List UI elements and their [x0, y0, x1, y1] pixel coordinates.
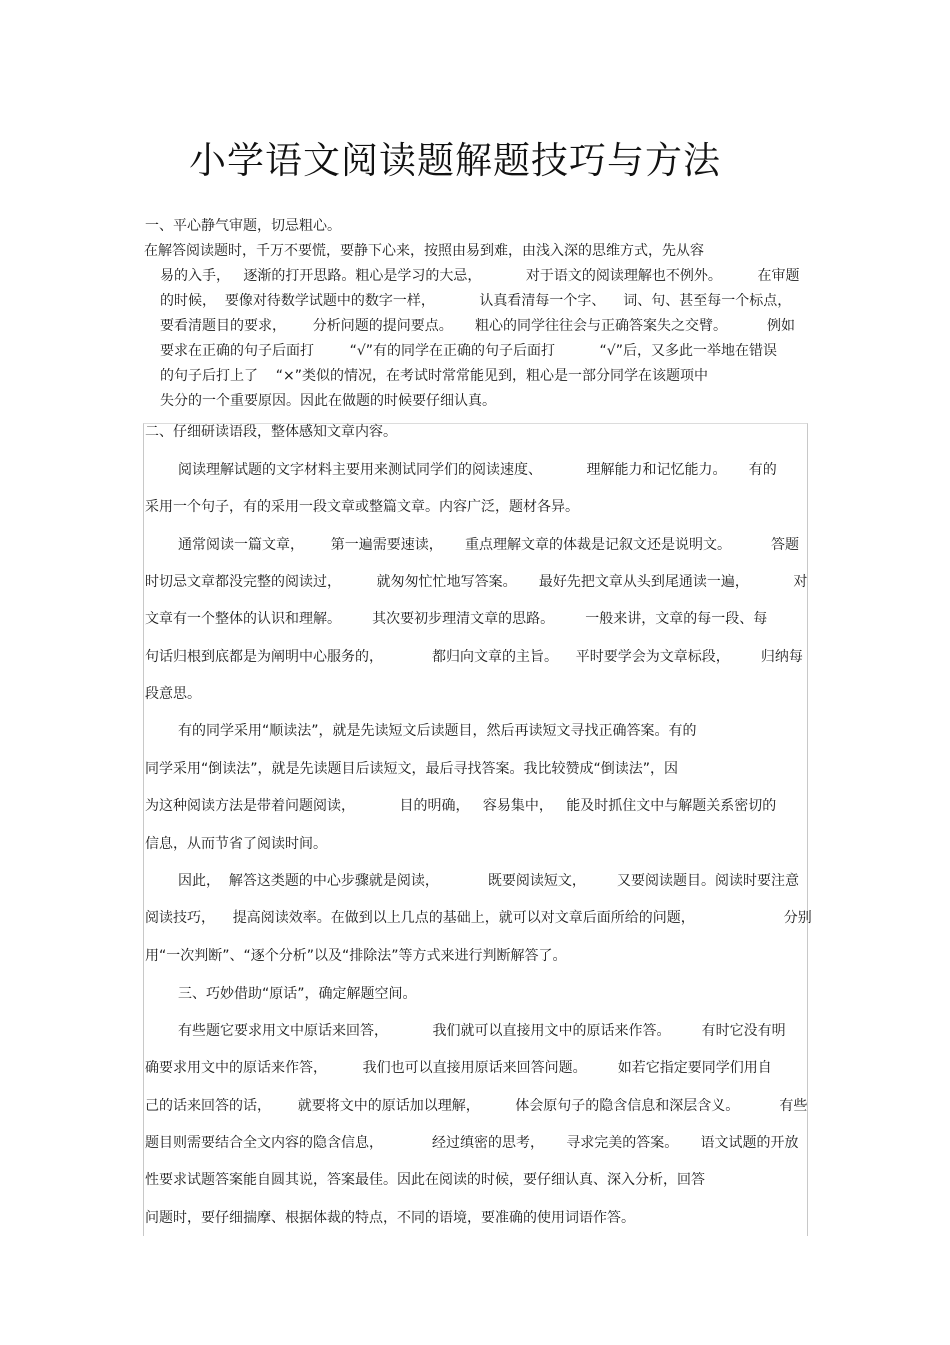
section3-line: 己的话来回答的话， 就要将文中的原话加以理解， 体会原句子的隐含信息和深层含义。 有些 — [145, 1098, 808, 1114]
section1-line: 要看清题目的要求， 分析问题的提问要点。 粗心的同学往往会与正确答案失之交臂。 例如 — [160, 318, 796, 334]
section3-line: 题目则需要结合全文内容的隐含信息， 经过缜密的思考， 寻求完美的答案。 语文试题的开放 — [145, 1135, 799, 1151]
section2-line: 时切忌文章都没完整的阅读过， 就匆匆忙忙地写答案。 最好先把文章从头到尾通读一遍， 对 — [145, 574, 808, 590]
section2-line: 为这种阅读方法是带着问题阅读， 目的明确， 容易集中， 能及时抓住文中与解题关系密切的 — [145, 798, 777, 814]
section2-line: 通常阅读一篇文章， 第一遍需要速读， 重点理解文章的体裁是记叙文还是说明文。 答题 — [178, 537, 800, 553]
section2-line: 阅读理解试题的文字材料主要用来测试同学们的阅读速度、 理解能力和记忆能力。 有的 — [178, 462, 777, 478]
section1-heading: 一、平心静气审题，切忌粗心。 — [145, 218, 341, 234]
section2-line: 信息，从而节省了阅读时间。 — [145, 836, 327, 852]
section1-line: 的句子后打上了 “×”类似的情况，在考试时常常能见到，粗心是一部分同学在该题项中 — [160, 368, 709, 384]
page-title: 小学语文阅读题解题技巧与方法 — [189, 139, 721, 182]
section1-line: 在解答阅读题时，千万不要慌，要静下心来，按照由易到难，由浅入深的思维方式，先从容 — [144, 243, 704, 259]
section1-line: 易的入手， 逐渐的打开思路。粗心是学习的大忌， 对于语文的阅读理解也不例外。 在审题 — [160, 268, 800, 284]
section2-line: 句话归根到底都是为阐明中心服务的， 都归向文章的主旨。 平时要学会为文章标段， 归纳每 — [145, 649, 803, 665]
section1-line: 的时候， 要像对待数学试题中的数字一样， 认真看清每一个字、 词、句、甚至每一个标点， — [160, 293, 792, 309]
section3-line: 性要求试题答案能自圆其说，答案最佳。因此在阅读的时候，要仔细认真、深入分析，回答 — [145, 1172, 705, 1188]
section2-line: 采用一个句子，有的采用一段文章或整篇文章。内容广泛，题材各异。 — [145, 499, 579, 515]
section2-line: 用“一次判断”、“逐个分析”以及“排除法”等方式来进行判断解答了。 — [145, 948, 567, 964]
section3-line: 有些题它要求用文中原话来回答， 我们就可以直接用文中的原话来作答。 有时它没有明 — [178, 1023, 786, 1039]
section2-line: 因此， 解答这类题的中心步骤就是阅读， 既要阅读短文， 又要阅读题目。阅读时要注意 — [178, 873, 800, 889]
section1-line: 要求在正确的句子后面打 “√”有的同学在正确的句子后面打 “√”后，又多此一举地在错误 — [160, 343, 777, 359]
section3-heading: 三、巧妙借助“原话”，确定解题空间。 — [178, 986, 417, 1002]
section2-heading: 二、仔细研读语段，整体感知文章内容。 — [145, 424, 397, 440]
section2-line: 阅读技巧， 提高阅读效率。在做到以上几点的基础上，就可以对文章后面所给的问题， 分别 — [145, 910, 812, 926]
section1-line: 失分的一个重要原因。因此在做题的时候要仔细认真。 — [160, 393, 496, 409]
section2-line: 有的同学采用“顺读法”，就是先读短文后读题目，然后再读短文寻找正确答案。有的 — [178, 723, 697, 739]
section2-line: 同学采用“倒读法”，就是先读题目后读短文，最后寻找答案。我比较赞成“倒读法”，因 — [145, 761, 679, 777]
section2-line: 段意思。 — [145, 686, 201, 702]
section3-line: 问题时，要仔细揣摩、根据体裁的特点，不同的语境，要准确的使用词语作答。 — [145, 1210, 635, 1226]
section3-line: 确要求用文中的原话来作答， 我们也可以直接用原话来回答问题。 如若它指定要同学们用自 — [145, 1060, 772, 1076]
section2-line: 文章有一个整体的认识和理解。 其次要初步理清文章的思路。 一般来讲，文章的每一段、每 — [145, 611, 768, 627]
